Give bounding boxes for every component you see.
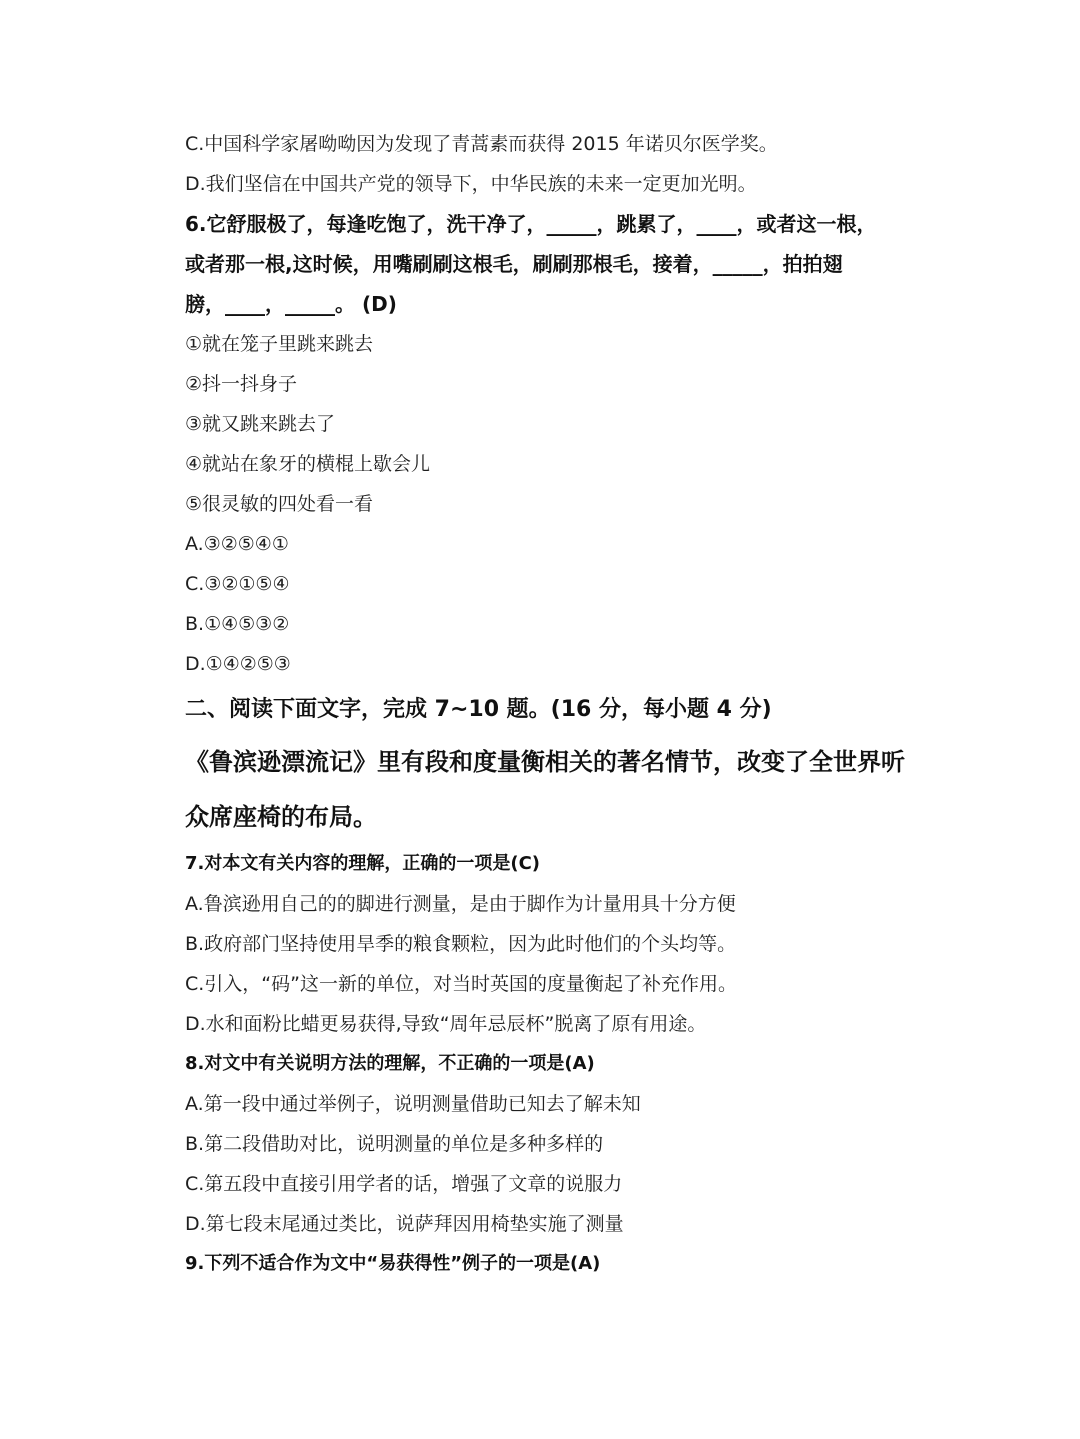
q6-item-4: ④就站在象牙的横棍上歇会儿 [185, 453, 431, 475]
prev-option-d: D.我们坚信在中国共产党的领导下，中华民族的未来一定更加光明。 [185, 173, 757, 195]
q6-item-2: ②抖一抖身子 [185, 373, 298, 395]
q9-stem: 9.下列不适合作为文中“易获得性”例子的一项是(A) [185, 1253, 601, 1274]
q6-item-5: ⑤很灵敏的四处看一看 [185, 493, 374, 515]
q6-stem-line-1: 6.它舒服极了，每逢吃饱了，洗干净了，_____，跳累了，____，或者这一根， [185, 212, 877, 236]
q6-stem-line-2: 或者那一根,这时候，用嘴刷刷这根毛，刷刷那根毛，接着，_____，拍拍翅 [185, 252, 843, 276]
q6-option-a: A.③②⑤④① [185, 533, 289, 555]
q6-option-c: C.③②①⑤④ [185, 573, 290, 595]
q6-item-3: ③就又跳来跳去了 [185, 413, 336, 435]
q6-stem-line-3: 膀，____，_____。 (D) [185, 292, 397, 316]
q8-option-d: D.第七段末尾通过类比，说萨拜因用椅垫实施了测量 [185, 1213, 624, 1235]
q8-option-c: C.第五段中直接引用学者的话，增强了文章的说服力 [185, 1173, 623, 1195]
q8-option-b: B.第二段借助对比，说明测量的单位是多种多样的 [185, 1133, 604, 1155]
q7-option-a: A.鲁滨逊用自己的的脚进行测量，是由于脚作为计量用具十分方便 [185, 893, 736, 915]
q7-stem: 7.对本文有关内容的理解，正确的一项是(C) [185, 853, 541, 874]
q7-option-d: D.水和面粉比蜡更易获得,导致“周年忌辰杯”脱离了原有用途。 [185, 1013, 707, 1035]
q8-stem: 8.对文中有关说明方法的理解，不正确的一项是(A) [185, 1053, 595, 1074]
passage-line-2: 众席座椅的布局。 [185, 803, 377, 831]
q6-item-1: ①就在笼子里跳来跳去 [185, 333, 374, 355]
prev-option-c: C.中国科学家屠呦呦因为发现了青蒿素而获得 2015 年诺贝尔医学奖。 [185, 133, 778, 155]
q6-option-b: B.①④⑤③② [185, 613, 290, 635]
passage-line-1: 《鲁滨逊漂流记》里有段和度量衡相关的著名情节，改变了全世界听 [185, 748, 905, 776]
q6-option-d: D.①④②⑤③ [185, 653, 291, 675]
q8-option-a: A.第一段中通过举例子，说明测量借助已知去了解未知 [185, 1093, 641, 1115]
q7-option-c: C.引入，“码”这一新的单位，对当时英国的度量衡起了补充作用。 [185, 973, 737, 995]
q7-option-b: B.政府部门坚持使用旱季的粮食颗粒，因为此时他们的个头均等。 [185, 933, 737, 955]
section-2-heading: 二、阅读下面文字，完成 7~10 题。(16 分，每小题 4 分) [185, 697, 772, 722]
